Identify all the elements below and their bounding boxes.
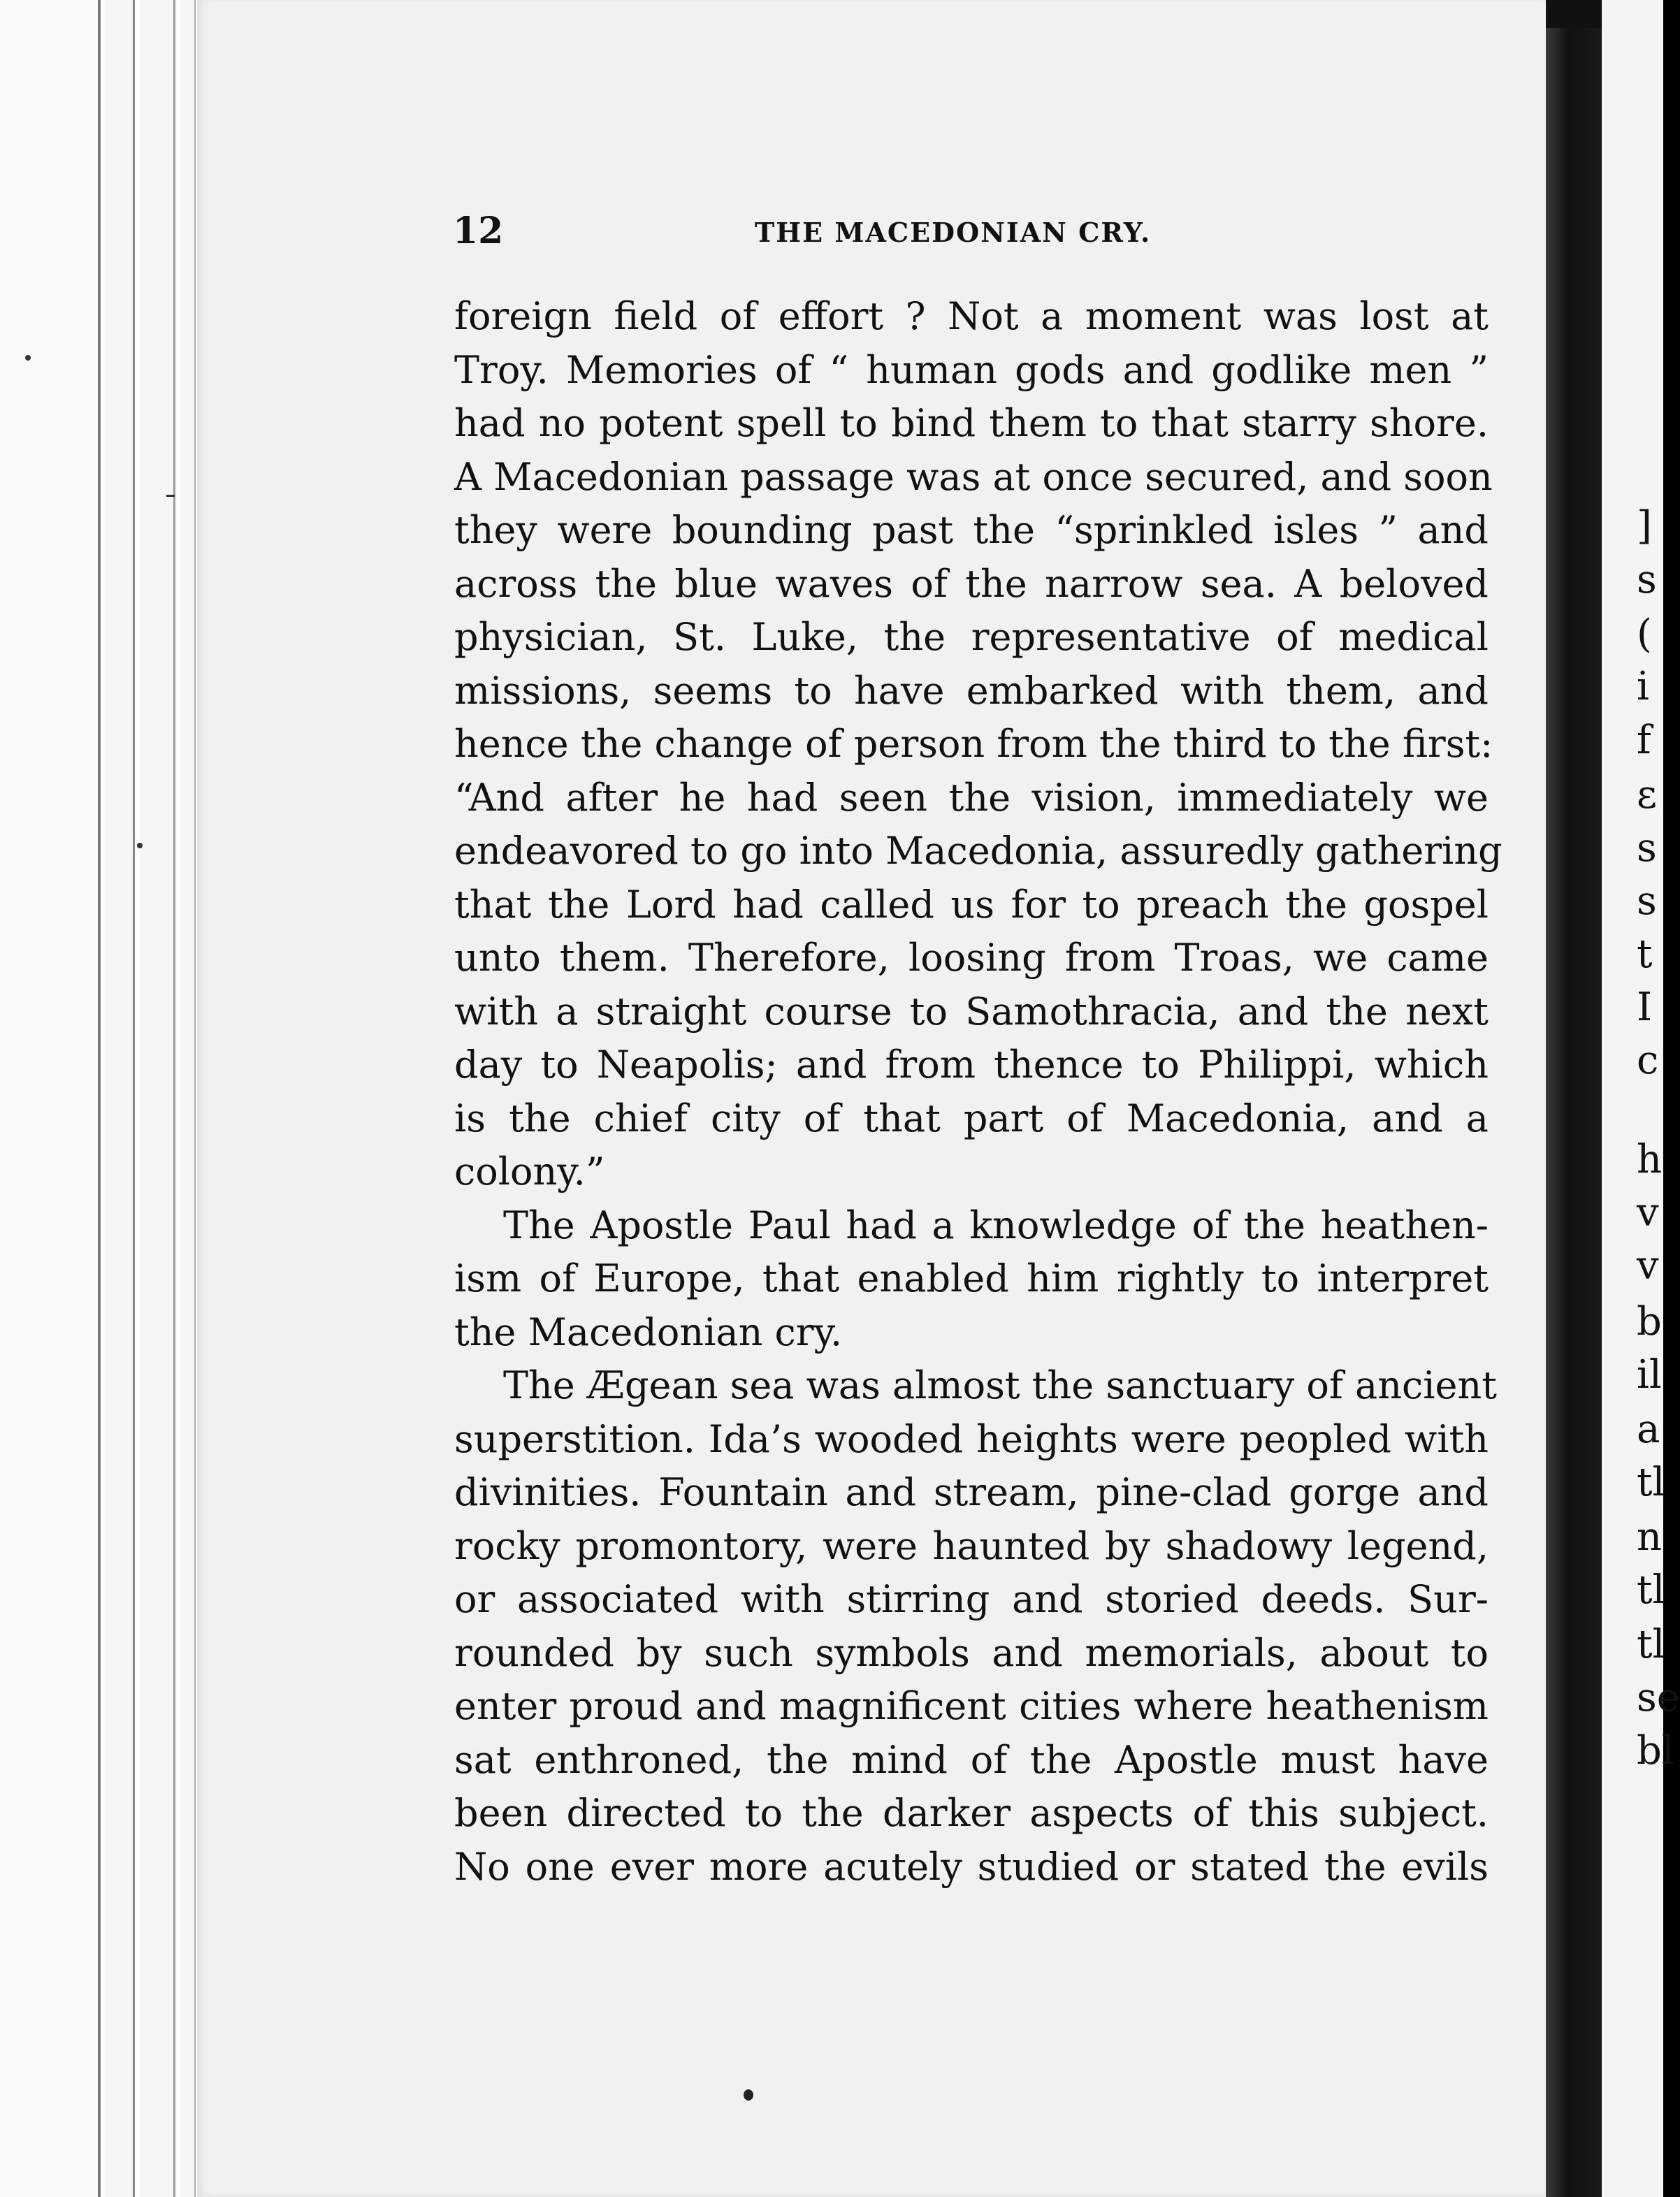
text-line: The Apostle Paul had a knowledge of the heathen-	[503, 1203, 1489, 1247]
adjacent-page-text: a	[1637, 1407, 1660, 1452]
text-line: that the Lord had called us for to preach the gospel	[454, 882, 1489, 927]
text-line: endeavored to go into Macedonia, assuredly gathering	[454, 829, 1502, 873]
page-edge	[140, 0, 175, 2197]
text-line: “And after he had seen the vision, immediately we	[454, 775, 1489, 820]
text-line: unto them. Therefore, loosing from Troas, we came	[454, 936, 1489, 980]
text-line: day to Neapolis; and from thence to Philippi, which	[454, 1043, 1489, 1087]
text-line: colony.”	[454, 1150, 605, 1194]
text-line: rounded by such symbols and memorials, about to	[454, 1630, 1489, 1675]
text-line: foreign field of effort ? Not a moment was lost at	[454, 294, 1489, 338]
page-edge	[180, 0, 196, 2197]
text-line: missions, seems to have embarked with them, and	[454, 668, 1489, 713]
text-line: No one ever more acutely studied or stated the evils	[454, 1844, 1489, 1889]
text-line: enter proud and magnificent cities where heathenism	[454, 1684, 1489, 1728]
adjacent-page-text: ]	[1637, 503, 1652, 549]
adjacent-page-text: s	[1637, 825, 1657, 871]
text-line: with a straight course to Samothracia, and the next	[454, 989, 1489, 1034]
adjacent-page-text: s	[1637, 557, 1657, 602]
adjacent-page-text: f	[1637, 718, 1651, 763]
adjacent-page-text: tl	[1637, 1567, 1665, 1613]
adjacent-page-text: bl	[1637, 1728, 1674, 1774]
adjacent-page-text: (	[1637, 611, 1652, 657]
body-text	[454, 290, 1502, 1894]
text-line: hence the change of person from the third to the first:	[454, 722, 1493, 766]
ink-speck	[166, 495, 175, 497]
text-line: Troy. Memories of “ human gods and godlike men ”	[454, 347, 1489, 392]
text-line: rocky promontory, were haunted by shadowy legend,	[454, 1523, 1489, 1568]
adjacent-page-text: v	[1637, 1190, 1659, 1235]
page-number: 12	[453, 210, 504, 252]
text-line: physician, St. Luke, the representative of medical	[454, 615, 1489, 659]
adjacent-page-text: h	[1637, 1137, 1663, 1182]
ink-speck	[25, 355, 31, 361]
page-gutter-shadow	[1546, 0, 1602, 2197]
ink-speck	[137, 843, 143, 848]
text-line: sat enthroned, the mind of the Apostle must have	[454, 1737, 1489, 1782]
text-line: been directed to the darker aspects of this subject.	[454, 1791, 1489, 1835]
text-line: across the blue waves of the narrow sea. A beloved	[454, 561, 1489, 606]
text-line: is the chief city of that part of Macedonia, and a	[454, 1096, 1489, 1140]
text-line: divinities. Fountain and stream, pine-clad gorge and	[454, 1470, 1489, 1514]
adjacent-page-text: n	[1637, 1514, 1663, 1560]
text-line: had no potent spell to bind them to that starry shore.	[454, 401, 1489, 445]
adjacent-page-text: il	[1637, 1352, 1662, 1398]
page-edge	[0, 0, 101, 2197]
adjacent-page-text: tl	[1637, 1622, 1665, 1667]
text-line: they were bounding past the “sprinkled isles ” and	[454, 508, 1489, 552]
adjacent-page-text: I	[1637, 985, 1653, 1030]
adjacent-page-text: v	[1637, 1243, 1659, 1289]
adjacent-page-text: se	[1637, 1675, 1680, 1720]
bottom-ink-mark	[744, 2089, 753, 2101]
text-line: or associated with stirring and storied deeds. Sur-	[454, 1577, 1489, 1621]
running-head	[453, 210, 1185, 266]
text-line: the Macedonian cry.	[454, 1310, 843, 1354]
text-line: The Ægean sea was almost the sanctuary of ancient	[503, 1363, 1497, 1407]
text-line: ism of Europe, that enabled him rightly to interpret	[454, 1256, 1489, 1300]
adjacent-page-text: t	[1637, 931, 1653, 977]
text-line: superstition. Ida’s wooded heights were peopled with	[454, 1416, 1489, 1461]
page-edge	[105, 0, 135, 2197]
adjacent-page-text: ε	[1637, 772, 1658, 818]
adjacent-page-edge	[1602, 0, 1680, 2197]
adjacent-page-text: b	[1637, 1299, 1662, 1344]
adjacent-page-text: i	[1637, 664, 1649, 709]
adjacent-page-text: s	[1637, 878, 1657, 924]
adjacent-page-text: c	[1637, 1038, 1659, 1083]
adjacent-page-text: tl	[1637, 1460, 1665, 1505]
text-line: A Macedonian passage was at once secured, and soon	[454, 454, 1493, 499]
running-title: THE MACEDONIAN CRY.	[755, 217, 1152, 248]
